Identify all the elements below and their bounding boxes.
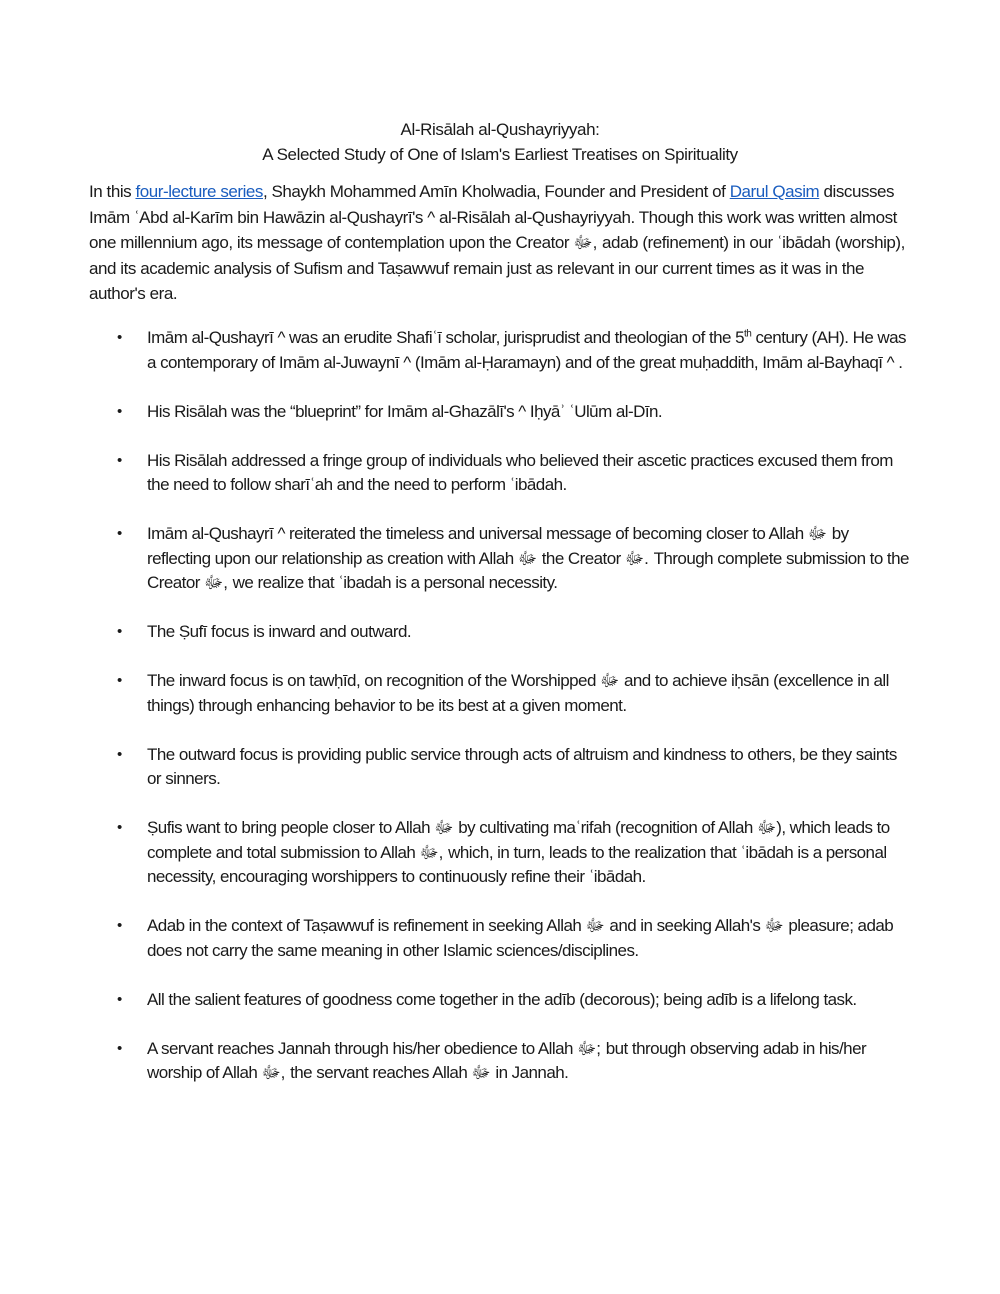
bullet-icon: • — [117, 623, 122, 640]
bullet-icon: • — [117, 525, 122, 542]
list-item — [0, 1037, 915, 1086]
list-item-text: The Ṣufī focus is inward and outward. — [147, 622, 412, 641]
bullet-icon: • — [117, 672, 122, 689]
intro-rest: discusses Imām ʿAbd al-Karīm bin Hawāzin al-Qushayrī's ^ al-Risālah al-Qushayriyyah. Though this work was written almost one millennium ago, its message of contemplation upon the Creator ﷻ, adab (refinement) in our ʿibādah (worship), and its academic analysis of Sufism and Taṣawwuf remain just as relevant in our current times as it was in the author's era. — [89, 182, 905, 303]
list-item-text: Ṣufis want to bring people closer to Allah ﷻ by cultivating maʿrifah (recognition of Allah ﷻ), which leads to complete and total submission to Allah ﷻ, which, in turn, leads to the realization that ʿibādah is a personal necessity, encouraging worshippers to continuously refine their ʿibādah. — [147, 818, 890, 886]
list-item-text: Adab in the context of Taṣawwuf is refinement in seeking Allah ﷻ and in seeking Allah's ﷻ pleasure; adab does not carry the same meaning in other Islamic sciences/disciplines. — [147, 916, 894, 960]
bullet-icon: • — [117, 402, 122, 420]
list-item — [0, 522, 915, 596]
list-item-text: All the salient features of goodness come together in the adīb (decorous); being adīb is a lifelong task. — [147, 989, 857, 1009]
intro-paragraph — [89, 179, 917, 307]
list-item-text: Imām al-Qushayrī ^ was an erudite Shafiʿī scholar, jurisprudist and theologian of the 5 — [147, 328, 745, 347]
list-item — [0, 816, 915, 890]
bullet-icon: • — [117, 329, 122, 346]
bullet-icon: • — [117, 745, 122, 763]
bullet-icon: • — [117, 917, 122, 934]
list-item-text: His Risālah addressed a fringe group of individuals who believed their ascetic practices excused them from the need to follow sharīʿah and the need to perform ʿibādah. — [147, 450, 893, 494]
list-item — [0, 914, 915, 963]
list-item-text-cont: century (AH). He was a contemporary of Imām al-Juwaynī ^ (Imām al-Ḥaramayn) and of the great muḥaddith, Imām al-Bayhaqī ^ . — [147, 328, 906, 372]
darul-qasim-link[interactable]: Darul Qasim — [729, 182, 820, 201]
document-subtitle: A Selected Study of One of Islam's Earliest Treatises on Spirituality — [262, 145, 738, 164]
intro-prefix: In this — [89, 182, 136, 201]
list-item — [0, 326, 915, 375]
key-points-list — [0, 326, 1000, 1110]
list-item-text: His Risālah was the “blueprint” for Imām al-Ghazālī's ^ Iḥyāʾ ʿUlūm al-Dīn. — [147, 401, 663, 421]
list-item — [0, 743, 915, 792]
list-item-text: Imām al-Qushayrī ^ reiterated the timeless and universal message of becoming closer to Allah ﷻ by reflecting upon our relationship as creation with Allah ﷻ the Creator ﷻ. Through complete submission to the Creator ﷻ, we realize that ʿibadah is a personal necessity. — [147, 524, 909, 592]
bullet-icon: • — [117, 451, 122, 469]
four-lecture-series-link[interactable]: four-lecture series — [135, 182, 263, 201]
list-item — [0, 400, 915, 425]
list-item-text: The outward focus is providing public service through acts of altruism and kindness to others, be they saints or sinners. — [147, 744, 897, 788]
list-item-text: The inward focus is on tawḥīd, on recognition of the Worshipped ﷻ and to achieve iḥsān (excellence in all things) through enhancing behavior to be its best at a given moment. — [147, 671, 889, 715]
bullet-icon: • — [117, 1039, 122, 1057]
intro-middle: , Shaykh Mohammed Amīn Kholwadia, Founder and President of — [262, 182, 730, 201]
list-item — [0, 620, 915, 645]
bullet-icon: • — [117, 819, 122, 836]
list-item — [0, 669, 915, 718]
bullet-icon: • — [117, 990, 122, 1008]
list-item-text: A servant reaches Jannah through his/her obedience to Allah ﷻ; but through observing adab in his/her worship of Allah ﷻ, the servant reaches Allah ﷻ in Jannah. — [147, 1038, 867, 1082]
list-item — [0, 449, 915, 498]
superscript: th — [744, 328, 752, 340]
document-title: Al-Risālah al-Qushayriyyah: — [400, 120, 600, 139]
list-item — [0, 988, 915, 1013]
